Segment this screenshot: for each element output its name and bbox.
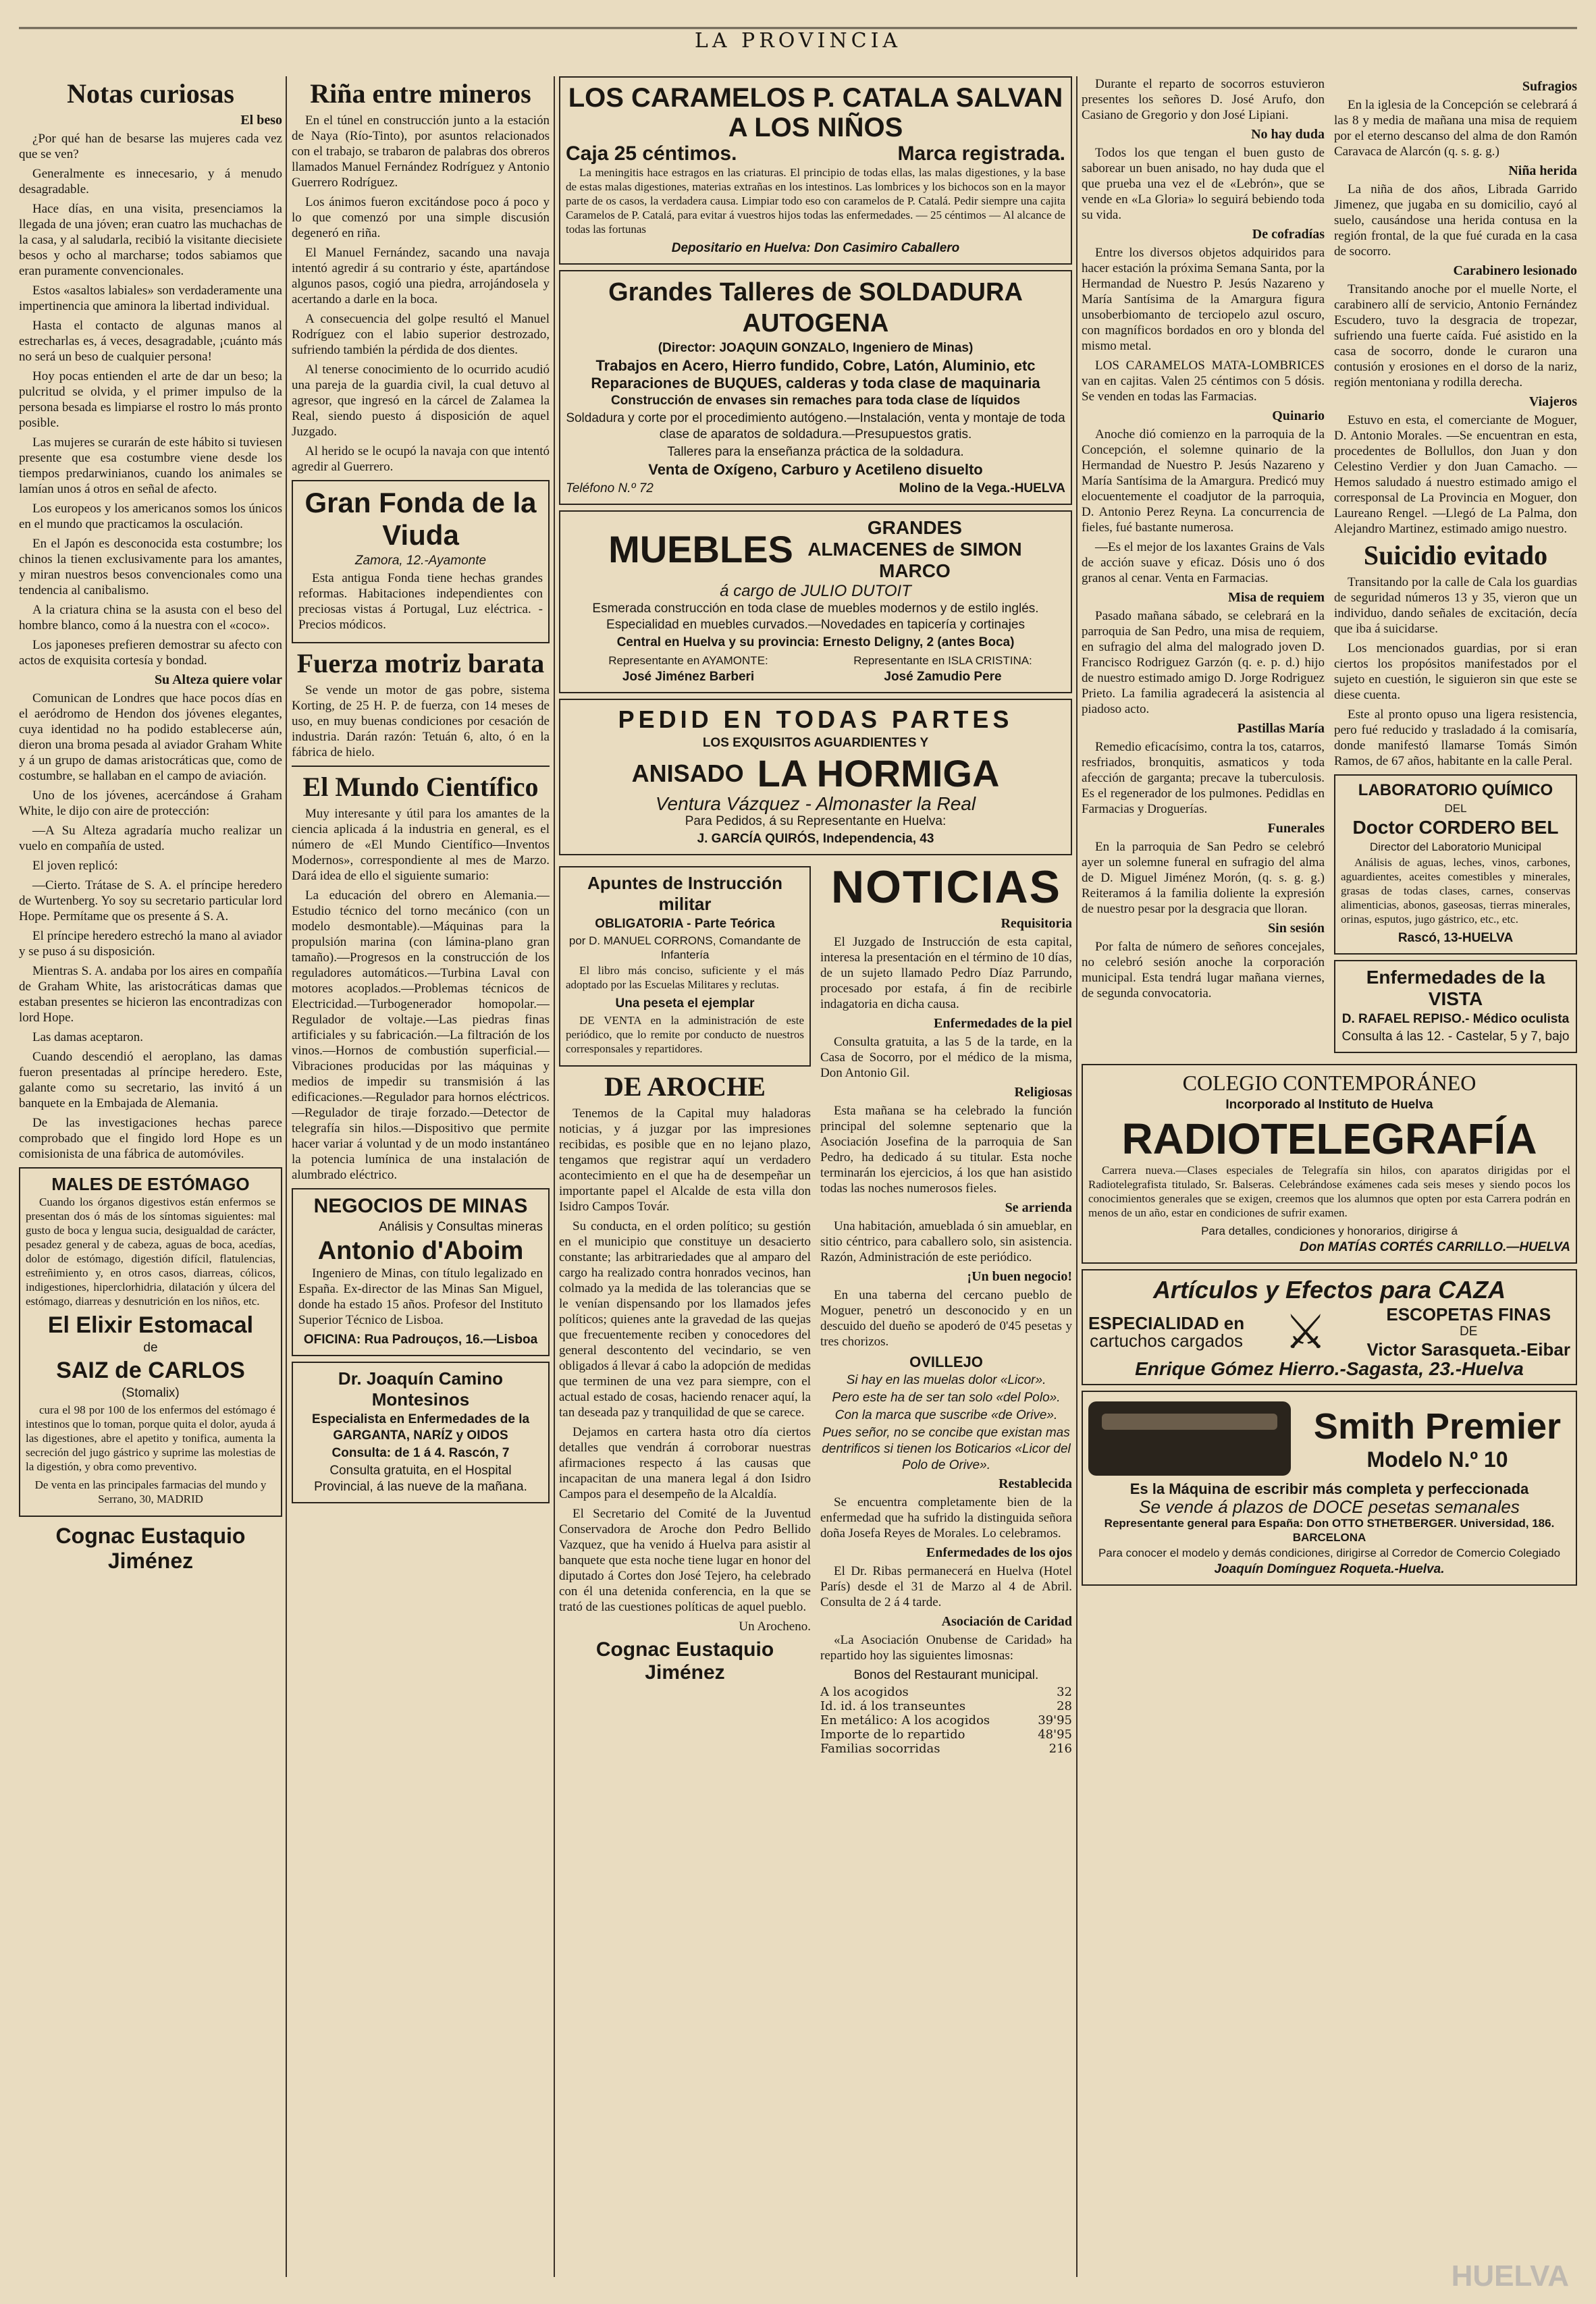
news-text: Pasado mañana sábado, se celebrará en la parroquia de San Pedro, una misa de requiem, en sufragio del alma del malogrado joven D. Francisco Rodriguez Garzón (q. e. p. d.) hijo de nuestro estimado amigo D. Jorge Rodriguez Prieto. La familia agradecerá la asistencia al piadoso acto. — [1082, 609, 1325, 716]
ad-text: Cuando los órganos digestivos están enfermos se presentan dos ó más de los síntomas siguientes: mal gusto de boca y lengua sucia, desigualdad de carácter, pesadez general y de cabeza, aguas de boca, acedías, dolor de estómago, digestión difícil, flatulencias, estreñimiento y, en otros casos, diarreas, cólicos, indigestiones, hiperclorhidria, dilatación y úlcera del estómago, diarreas y desnutrición en los niños, etc. — [26, 1196, 275, 1308]
paragraph: Comunican de Londres que hace pocos días en el aeródromo de Hendon dos jóvenes elegantes, cuya identidad no ha podido establecerse aún, dieron una broma pesada al aviador Graham White y á un grupo de damas aristocráticas que, como de costumbre, se hallaban en el campo de aviación. — [19, 691, 282, 783]
bono-value: 32 — [1057, 1685, 1072, 1699]
ad-text: Para conocer el modelo y demás condiciones, dirigirse al Corredor de Comercio Colegiado — [1098, 1547, 1561, 1559]
paragraph: Uno de los jóvenes, acercándose á Graham White, le dijo con aire de protección: — [19, 788, 282, 818]
ad-title: Antonio d'Aboim — [317, 1237, 524, 1265]
ad-title: Apuntes de Instrucción militar — [587, 873, 782, 914]
column-rule — [286, 76, 287, 2277]
ad-text: Se vende á plazos de DOCE pesetas semanales — [1139, 1497, 1520, 1517]
column-rule — [1076, 76, 1078, 2277]
ad-text: Director del Laboratorio Municipal — [1369, 840, 1542, 853]
ad-text: Análisis y Consultas mineras — [379, 1220, 543, 1234]
ad-negocios-minas — [292, 1188, 550, 1356]
ad-text: Consulta á las 12. - Castelar, 5 y 7, bajo — [1341, 1029, 1570, 1044]
ad-text: ESPECIALIDAD en — [1088, 1313, 1245, 1333]
poem-line: Si hay en las muelas dolor «Licor». — [846, 1373, 1046, 1387]
ad-text: Análisis de aguas, leches, vinos, carbones, aguardientes, aceites comestibles y minerales, grasas de todas clases, carnes, conservas alimenticias, abonos, gaseosas, tierras minerales, orinas, esputos, jugo gástrico, etc., etc. — [1341, 856, 1570, 926]
ad-text: De venta en las principales farmacias del mundo y Serrano, 30, MADRID — [34, 1478, 267, 1505]
article-body-rina — [292, 113, 550, 475]
paragraph: La educación del obrero en Alemania.—Estudio técnico del torno mecánico (con un modelo desmontable).—Máquinas para la propulsión marina (con lámina-plano gran tamaño).—Progresos en la construcción de los reguladores automáticos.—Turbina Laval con motores acoplados.—Problemas técnicos de Electricidad.—Turbogenerador homopolar.—Regulador de voltaje.—Las piedras finas artificiales y su fabricación.—La filtración de los vinos.—Hornos de combustión superficial.—Vibraciones producidas por las máquinas y medios de impedir su transmisión á las edificaciones.—Regulador para hornos eléctricos.—Regulador de tiraje forzado.—Detector de telegrafía sin hilos.—Dispositivo que permite hacer variar á voluntad y de un modo instantáneo la potencia lumínica de una instalación de alumbrado eléctrico. — [292, 888, 550, 1182]
news-head: De cofradías — [1252, 227, 1325, 242]
ad-text: Para Pedidos, á su Representante en Huelva: — [685, 814, 947, 828]
bono-label: A los acogidos — [820, 1685, 909, 1699]
news-head: No hay duda — [1251, 127, 1325, 142]
ad-talleres — [559, 270, 1072, 505]
news-head: Sin sesión — [1268, 921, 1325, 936]
news-head: Pastillas María — [1237, 721, 1325, 736]
news-text: Transitando anoche por el muelle Norte, el carabinero allí de servicio, Antonio Fernández Escudero, tuvo la desgracia de tropezar, sufriendo una fuerte caída. Fué asistido en la casa de socorro, donde le curaron una contusión y erosiones en el dorso de la nariz, región mentoniana y rodilla derecha. — [1334, 282, 1577, 390]
article-body-suicidio — [1334, 574, 1577, 769]
news-list — [1082, 76, 1325, 1059]
paragraph: ¿Por qué han de besarse las mujeres cada vez que se ven? — [19, 132, 282, 161]
paragraph: Generalmente es innecesario, y á menudo desagradable. — [19, 167, 282, 196]
ad-text: Representante en ISLA CRISTINA: — [853, 654, 1032, 667]
ad-text: Venta de Oxígeno, Carburo y Acetileno disuelto — [648, 461, 983, 478]
masthead — [19, 29, 1577, 63]
news-text: —Es el mejor de los laxantes Grains de Vals de acción suave y eficaz. Dósis uno ó dos granos al cenar. Venta en Farmacias. — [1082, 540, 1325, 585]
ad-fonda — [292, 480, 550, 643]
article-title-notas: Notas curiosas — [67, 78, 234, 109]
paragraph: Hasta el contacto de algunas manos al estrecharlas es, á veces, desagradable, ¡cuánto más no será un beso de cualquier persona! — [19, 319, 282, 364]
news-head: Asociación de Caridad — [941, 1614, 1072, 1629]
paragraph: Estos «asaltos labiales» son verdaderamente una impertinencia que aminora la libertad individual. — [19, 284, 282, 313]
news-head: Sufragios — [1522, 79, 1577, 94]
ad-text: Ventura Vázquez - Almonaster la Real — [655, 793, 976, 814]
news-head: Viajeros — [1528, 394, 1577, 409]
news-head: Requisitoria — [1001, 916, 1072, 931]
news-head: Niña herida — [1508, 163, 1577, 178]
paragraph: Muy interesante y útil para los amantes de la ciencia aplicada á la industria en general, es el número de «El Mundo Científico—Inventos Modernos», correspondiente al mes de Marzo. Dará idea de ello el siguiente sumario: — [292, 807, 550, 883]
article-body-beso — [19, 131, 282, 668]
typewriter-icon — [1088, 1401, 1291, 1476]
ad-text: Reparaciones de BUQUES, calderas y toda clase de maquinaria — [591, 375, 1040, 392]
ad-title: Dr. Joaquín Camino Montesinos — [338, 1368, 504, 1410]
news-text: En la iglesia de la Concepción se celebrará á las 8 y media de mañana una misa de requiem por el eterno descanso del alma de don Ramón Caravaca de Alarcón (q. s. g. g.) — [1334, 98, 1577, 159]
crossed-rifles-icon: ⚔ — [1284, 1304, 1327, 1360]
news-text: El Dr. Ribas permanecerá en Huelva (Hotel París) desde el 31 de Marzo al 4 de Abril. Consulta de 2 á 4 tarde. — [820, 1564, 1072, 1609]
news-list — [820, 1476, 1072, 1663]
ad-text: Central en Huelva y su provincia: Ernesto Deligny, 2 (antes Boca) — [616, 635, 1015, 649]
ad-text: cartuchos cargados — [1090, 1331, 1244, 1351]
paragraph: Hace días, en una visita, presenciamos la llegada de una jóven; eran cuatro las muchachas de la casa, y al saludarla, recibió la visitante diecisiete besos y ocho al marcharse; todos sabiamos que eran puramente convencionales. — [19, 202, 282, 278]
ad-text: (Stomalix) — [122, 1386, 180, 1400]
ad-text: Esmerada construcción en toda clase de muebles modernos y de estilo inglés. Especialidad en muebles curvados.—Novedades en tapicería y cortinajes — [592, 601, 1039, 632]
article-title-aroche: DE AROCHE — [604, 1071, 766, 1102]
ad-muebles — [559, 510, 1072, 693]
ad-text: Representante general para España: Don OTTO STHETBERGER. Universidad, 186. BARCELONA — [1104, 1517, 1555, 1544]
article-body-aroche — [559, 1106, 811, 1615]
news-text: «La Asociación Onubense de Caridad» ha repartido hoy las siguientes limosnas: — [820, 1633, 1072, 1663]
news-text: El Juzgado de Instrucción de esta capital, interesa la presentación en el término de 10 días, de un sujeto llamado Pedro Díaz Parrundo, procesado por estafa, á fin de recibirle indagatoria en dicha causa. — [820, 935, 1072, 1011]
column-rule — [554, 76, 555, 2277]
paragraph: El Manuel Fernández, sacando una navaja intentó agredir á su contrario y éste, apartándose algunos pasos, cogió una piedra, arrojándosela y acertando a darle en la boca. — [292, 246, 550, 306]
ad-text: DE — [1460, 1324, 1478, 1339]
ad-text: Marca registrada. — [897, 142, 1065, 165]
ad-title: LABORATORIO QUÍMICO — [1358, 781, 1553, 799]
ad-title: ANISADO — [631, 759, 744, 787]
ad-text: Talleres para la enseñanza práctica de la soldadura. — [667, 445, 964, 459]
column-2 — [292, 76, 550, 2277]
article-signature: Un Arocheno. — [739, 1619, 811, 1634]
ad-title: RADIOTELEGRAFÍA — [1121, 1115, 1537, 1163]
paragraph: Mientras S. A. andaba por los aires en compañía de Graham White, las aristocráticas damas que estaban presentes se hicieron las encontradizas con lord Hope. — [19, 964, 282, 1025]
ad-text: por D. MANUEL CORRONS, Comandante de Infantería — [568, 934, 801, 961]
paragraph: Tenemos de la Capital muy haladoras noticias, y á juzgar por las impresiones recibidas, es posible que en no lejano plazo, tengamos que registrar aquí un verdadero acontecimiento en el que ha de desempeñar un importante papel el Alcalde de esta villa don Isidro Campos Továr. — [559, 1106, 811, 1214]
table-row — [820, 1713, 1072, 1727]
news-text: LOS CARAMELOS MATA-LOMBRICES van en cajitas. Valen 25 céntimos con 5 dósis. Se venden en todas las Farmacias. — [1082, 358, 1325, 404]
paragraph: Transitando por la calle de Cala los guardias de seguridad números 13 y 35, vieron que un individuo, dando señales de excitación, decía que iba á suicidarse. — [1334, 575, 1577, 636]
ad-caramelos — [559, 76, 1072, 265]
archive-watermark: HUELVA — [1451, 2259, 1569, 2293]
ad-text: Una peseta el ejemplar — [615, 996, 755, 1011]
news-text: En una taberna del cercano pueblo de Moguer, penetró un desconocido y en un descuido del dueño se apoderó de 0'45 pesetas y tres chorizos. — [820, 1288, 1072, 1349]
section-title-noticias: NOTICIAS — [831, 861, 1061, 913]
ad-text: Depositario en Huelva: Don Casimiro Caballero — [671, 241, 960, 255]
paragraph: A la criatura china se la asusta con el beso del hombre blanco, como á la nuestra con el «coco». — [19, 603, 282, 633]
paragraph: El Secretario del Comité de la Juventud Conservadora de Aroche don Pedro Bellido Vazquez, que ha venido á Huelva para asistir al banquete que esta noche tiene lugar en honor del diputado á Cortes don José Tejero, ha celebrado con él una detenida conferencia, en la que se trató de las cuestiones políticas de aquel pueblo. — [559, 1507, 811, 1614]
ad-text: ESCOPETAS FINAS — [1386, 1304, 1551, 1324]
ad-text: Rascó, 13-HUELVA — [1398, 931, 1514, 945]
ad-text: J. GARCÍA QUIRÓS, Independencia, 43 — [697, 832, 934, 846]
bono-label: En metálico: A los acogidos — [820, 1713, 990, 1727]
ad-text: José Zamudio Pere — [884, 670, 1002, 684]
ad-text: Consulta gratuita, en el Hospital Provincial, á las nueve de la mañana. — [314, 1464, 527, 1494]
ad-text: Consulta: de 1 á 4. Rascón, 7 — [331, 1446, 510, 1460]
paragraph: Las mujeres se curarán de este hábito si tuviesen presente que esa costumbre viene desde los tiempos predarwinianos, cuando los animales se lamían unos á otros en señal de afecto. — [19, 435, 282, 496]
column-4 — [1082, 76, 1577, 2277]
paragraph: Al herido se le ocupó la navaja con que intentó agredir al Guerrero. — [292, 444, 550, 474]
news-head: Funerales — [1267, 821, 1325, 836]
column-1 — [19, 76, 282, 2277]
article-body-mundo — [292, 806, 550, 1183]
poem-line: Pero este ha de ser tan solo «del Polo». — [832, 1391, 1061, 1405]
ad-text: La meningitis hace estragos en las criaturas. El principio de todas ellas, las malas digestiones, y la base de estas malas digestiones, materias extrañas en los intestinos. Las lombrices y los bichocos son en la mayor parte de os casos, la verdadera causa. Limpiar todo eso con caramelos de P. Catalá. Pedir siempre una cajita Caramelos de P. Catalá, para evitar á vuestros hijos todas las enfermedades. — 25 céntimos — Al alcance de todas las fortunas — [566, 166, 1065, 236]
news-text: En la parroquia de San Pedro se celebró ayer un solemne funeral en sufragio del alma de D. Miguel Jiménez Morón, (q. s. g. g.) Reiteramos á la familia doliente la expresión de nuestro pesar por la desgracia que lloran. — [1082, 840, 1325, 916]
ad-text: Construcción de envases sin remaches para toda clase de líquidos — [610, 394, 1021, 408]
bonos-title: Bonos del Restaurant municipal. — [853, 1668, 1039, 1682]
newspaper-page — [19, 27, 1577, 2290]
ad-text: Caja 25 céntimos. — [566, 142, 737, 165]
news-head: Restablecida — [999, 1476, 1072, 1491]
table-row — [820, 1685, 1072, 1699]
poem-body — [820, 1372, 1072, 1474]
ad-text: Soldadura y corte por el procedimiento autógeno.—Instalación, venta y montaje de toda clase de aparatos de soldadura.—Presupuestos gratis. — [566, 411, 1065, 441]
poem-line: Con la marca que suscribe «de Orive». — [834, 1408, 1058, 1422]
ad-smith-premier — [1082, 1391, 1577, 1586]
poem-title: OVILLEJO — [909, 1354, 983, 1370]
paragraph: Los ánimos fueron excitándose poco á poco y lo que comenzó por una simple discusión degeneró en riña. — [292, 195, 550, 240]
news-text: Todos los que tengan el buen gusto de saborear un buen anisado, no hay duda que el que prueba una vez el de «Lebrón», que se vende en «La Gloria» lo seguirá bebiendo toda su vida. — [1082, 146, 1325, 222]
ad-laboratorio — [1334, 774, 1577, 955]
ad-text: de — [143, 1341, 158, 1355]
ad-text: á cargo de JULIO DUTOIT — [720, 582, 911, 600]
news-list — [1334, 79, 1577, 537]
news-text: Entre los diversos objetos adquiridos para hacer estación la próxima Semana Santa, por la Hermandad de Nuestro P. Jesús Nazareno y María Santísima de la Amargura figura unsoberbiomanto de terciopelo azul oscuro, con magníficos bordados en oro y blonda del mismo metal. — [1082, 246, 1325, 353]
ad-title: LOS CARAMELOS P. CATALA SALVAN A LOS NIÑOS — [568, 83, 1063, 142]
news-text: Durante el reparto de socorros estuvieron presentes los señores D. José Arufo, don Casiano de Gregorio y don José Lipiani. — [1082, 77, 1325, 122]
ad-hormiga — [559, 699, 1072, 855]
bono-value: 48'95 — [1038, 1727, 1072, 1742]
paragraph: Este al pronto opuso una ligera resistencia, pero fué reducido y trasladado á la comisaría, donde manifestó llamarse Tomás Simón Ramos, de 67 años, habitante en la calle Peral. — [1334, 707, 1577, 768]
ad-caza — [1082, 1269, 1577, 1385]
column-3 — [559, 76, 1072, 2277]
article-body-alteza — [19, 691, 282, 1162]
news-text: La niña de dos años, Librada Garrido Jimenez, que jugaba en su domicilio, cayó al suelo, causándose una herida contusa en la región frontal, de la que fué curada en la casa de socorro. — [1334, 182, 1577, 259]
bono-value: 28 — [1057, 1699, 1072, 1713]
ad-text: Es la Máquina de escribir más completa y perfeccionada — [1129, 1480, 1529, 1497]
ad-camino — [292, 1362, 550, 1503]
ad-text: OFICINA: Rua Padrouços, 16.—Lisboa — [303, 1333, 538, 1347]
ad-title: PEDID EN TODAS PARTES — [618, 705, 1013, 733]
poem-line: Pues señor, no se concibe que existan mas dentrificos si tienen los Boticarios «Licor del Polo de Orive». — [822, 1426, 1071, 1472]
paragraph: Al tenerse conocimiento de lo ocurrido acudió una pareja de la guardia civil, la cual detuvo al agresor, que ingresó en la cárcel de Zalamea la Real, siendo puesto á disposición de aquel Juzgado. — [292, 363, 550, 439]
ad-title: LA HORMIGA — [757, 752, 1000, 795]
news-head: Se arrienda — [1005, 1200, 1072, 1215]
news-head: Carabinero lesionado — [1453, 263, 1577, 278]
paragraph: —Cierto. Trátase de S. A. el príncipe heredero de Wurtenberg. Yo soy su secretario particular lord Hope. Permítame que os presente á S. A. — [19, 878, 282, 923]
ad-text: Carrera nueva.—Clases especiales de Telegrafía sin hilos, con aparatos dirigidas por el Radiotelegrafista titulado, Sr. Balseras. Celebrándose exámenes cada seis meses y siendo pocos los conocimientos generales que se exigen, creemos que los alumnos que opten por esta Carrera podrán en menos de un año, estar en condiciones de sufrir examen. — [1088, 1164, 1570, 1219]
news-text: Una habitación, amueblada ó sin amueblar, en sitio céntrico, para caballero solo, sin asistencia. Razón, Administración de este periódico. — [820, 1219, 1072, 1264]
section-head: El beso — [240, 113, 282, 128]
bonos-table — [820, 1685, 1072, 1756]
bono-value: 216 — [1048, 1742, 1072, 1756]
article-title-mundo: El Mundo Científico — [302, 772, 539, 802]
news-text: Estuvo en esta, el comerciante de Moguer, D. Antonio Morales. —Se encuentran en esta, procedentes de Bollullos, don Juan y don Celestino Verdier y don Juan Camacho. —Hemos saludado á nuestro estimado amigo el corresponsal de La Provincia en Moguer, don Laureano Rengel. —Llegó de La Palma, don Alejandro Martinez, estimado amigo nuestro. — [1334, 413, 1577, 536]
ad-title: MALES DE ESTÓMAGO — [51, 1174, 250, 1194]
news-head: Quinario — [1272, 408, 1325, 423]
news-text: Por falta de número de señores concejales, no celebró sesión anoche la corporación municipal. Esta tendrá lugar mañana viernes, de segunda convocatoria. — [1082, 940, 1325, 1000]
bono-label: Familias socorridas — [820, 1742, 940, 1756]
ad-text: Esta antigua Fonda tiene hechas grandes reformas. Habitaciones independientes con preciosas vistas á Portugal, Luz eléctrica. - Precios módicos. — [298, 571, 543, 632]
paragraph: A consecuencia del golpe resultó el Manuel Rodríguez con el labio superior destrozado, sufriendo también la pérdida de dos dientes. — [292, 312, 550, 357]
article-title-fuerza: Fuerza motriz barata — [296, 648, 545, 678]
ad-title: Modelo N.º 10 — [1366, 1447, 1508, 1472]
bono-label: Id. id. á los transeuntes — [820, 1699, 966, 1713]
divider — [292, 766, 550, 767]
paragraph: De las investigaciones hechas parece comprobado que el fingido lord Hope es un comisionista de una fábrica de automóviles. — [19, 1116, 282, 1161]
news-text: Esta mañana se ha celebrado la función principal del solemne septenario que la Asociación Josefina de la parroquia de San Pedro, ha dedicado á su titular. Esta noche terminarán los ejercicios, á los que han asistido todas las noches numerosos fieles. — [820, 1104, 1072, 1196]
news-text: Consulta gratuita, a las 5 de la tarde, en la Casa de Socorro, por el médico de la misma, Don Antonio Gil. — [820, 1035, 1072, 1080]
article-title-rina: Riña entre mineros — [310, 78, 531, 109]
ad-text: cura el 98 por 100 de los enfermos del estómago é intestinos que lo toman, porque quita el dolor, ayuda á las digestiones, abre el apetito y tonifica, aumenta la secreción del jugo gástrico y suprime las molestias de la digestión, y obra como preventivo. — [26, 1403, 275, 1473]
ad-title: Doctor CORDERO BEL — [1352, 817, 1559, 838]
ad-title: COLEGIO CONTEMPORÁNEO — [1182, 1071, 1477, 1095]
paragraph: Los europeos y los americanos somos los únicos en el mundo que practicamos la osculación. — [19, 502, 282, 531]
news-head: Misa de requiem — [1228, 590, 1325, 605]
news-text: Anoche dió comienzo en la parroquia de la Concepción, el solemne quinario de la Hermandad de Nuestro P. Jesús Nazareno y María Santísima de la Amargura. Predicó muy elocuentemente el coadjutor de la parroquia, D. Antonio Perez Reyna. La concurrencia de fieles, fué bastante numerosa. — [1082, 427, 1325, 535]
paragraph: Dejamos en cartera hasta otro día ciertos detalles que vendrán á corroborar nuestras afirmaciones respecto á las causas que incapacitan de una manera legal á don Isidro Campos para el desempeño de la Alcaldía. — [559, 1425, 811, 1501]
ad-text: LOS EXQUISITOS AGUARDIENTES Y — [702, 736, 929, 750]
ad-cognac: Cognac Eustaquio Jiménez — [55, 1524, 246, 1573]
news-head: ¡Un buen negocio! — [967, 1269, 1072, 1284]
ad-text: Para detalles, condiciones y honorarios, dirigirse á — [1201, 1225, 1458, 1237]
paragraph: El joven replicó: — [32, 859, 118, 873]
paragraph: Los japoneses prefieren demostrar su afecto con actos de exquisita cortesía y bondad. — [19, 638, 282, 668]
news-text: Se encuentra completamente bien de la enfermedad que ha sufrido la distinguida señora doña Josefa Reyes de Morales. Lo celebramos. — [820, 1495, 1072, 1541]
ad-title: Smith Premier — [1313, 1405, 1562, 1447]
ad-title: GRANDES ALMACENES de SIMON MARCO — [807, 517, 1022, 581]
table-row — [820, 1742, 1072, 1756]
paragraph: El príncipe heredero estrechó la mano al aviador y se puso á su disposición. — [19, 929, 282, 959]
ad-text: Joaquín Domínguez Roqueta.-Huelva. — [1214, 1562, 1445, 1576]
paragraph: Las damas aceptaron. — [32, 1030, 144, 1044]
ad-text: Don MATÍAS CORTÉS CARRILLO.—HUELVA — [1299, 1240, 1570, 1254]
ad-title: MUEBLES — [608, 528, 793, 570]
news-head: Enfermedades de los ojos — [926, 1545, 1072, 1560]
ad-text: (Director: JOAQUIN GONZALO, Ingeniero de Minas) — [658, 341, 974, 355]
ad-title: NEGOCIOS DE MINAS — [313, 1195, 528, 1217]
table-row — [820, 1727, 1072, 1742]
ad-title: Grandes Talleres de SOLDADURA AUTOGENA — [608, 278, 1023, 338]
ad-text: El libro más conciso, suficiente y el más adoptado por las Escuelas Militares y reclutas. — [566, 964, 804, 991]
ad-text: Zamora, 12.-Ayamonte — [354, 554, 487, 568]
bono-value: 39'95 — [1038, 1713, 1072, 1727]
table-row — [820, 1699, 1072, 1713]
paragraph: Los mencionados guardias, por si eran ciertos los propósitos manifestados por el sujeto en cuestión, le siguieron sin que este se diese cuenta. — [1334, 641, 1577, 702]
ad-text: Trabajos en Acero, Hierro fundido, Cobre, Latón, Aluminio, etc — [595, 357, 1036, 374]
ad-title: Artículos y Efectos para CAZA — [1152, 1276, 1506, 1304]
ad-cognac: Cognac Eustaquio Jiménez — [595, 1638, 774, 1684]
ad-text: Ingeniero de Minas, con título legalizado en España. Ex-director de las Minas San Miguel, donde ha estado 15 años. Profesor del Instituto Superior Técnico de Lisboa. — [298, 1266, 543, 1327]
ad-text: D. RAFAEL REPISO.- Médico oculista — [1341, 1012, 1570, 1026]
paragraph: Su conducta, en el orden político; su gestión en el municipio que constituye un desacierto constante; las arbitrariedades que al amparo del cargo ha realizado contra honrados vecinos, han colmado ya la medida de las tolerancias que se le venían dispensando por los llamados jefes políticos; quienes ante la gravedad de las quejas que frecuentemente reciben y conocedores del general descontento del vecindario, se ven obligados á llevar á cabo la adopción de medidas que terminen de una vez para siempre, con el actual estado de cosas, haciendo renacer aquí, la tan deseada paz y tranquilidad de que se carece. — [559, 1219, 811, 1420]
news-head: Religiosas — [1014, 1085, 1072, 1100]
ad-text: DEL — [1444, 802, 1467, 815]
ad-text: DE VENTA en la administración de este periódico, que lo remite por conducto de nuestros corresponsales y repartidores. — [566, 1014, 804, 1055]
bono-label: Importe de lo repartido — [820, 1727, 965, 1742]
paragraph: En el túnel en construcción junto a la estación de Naya (Río-Tinto), por asuntos relacionados con el trabajo, se trabaron de palabras dos obreros llamados Manuel Fernández Rodríguez y Antonio Guerrero Rodríguez. — [292, 113, 550, 190]
ad-text: José Jiménez Barberi — [622, 670, 755, 684]
ad-text: Incorporado al Instituto de Huelva — [1225, 1098, 1433, 1112]
ad-title: SAIZ de CARLOS — [56, 1358, 245, 1383]
ad-text: Teléfono N.º 72 — [566, 481, 654, 495]
ad-apuntes — [559, 866, 811, 1067]
ad-text: Especialista en Enfermedades de la GARGANTA, NARÍZ y OIDOS — [311, 1412, 530, 1443]
ad-title: El Elixir Estomacal — [47, 1312, 254, 1338]
ad-vista — [1334, 960, 1577, 1053]
ad-title: Gran Fonda de la Viuda — [304, 487, 537, 551]
paragraph: —A Su Alteza agradaría mucho realizar un vuelo en compañía de usted. — [19, 824, 282, 853]
ad-males-estomago — [19, 1167, 282, 1517]
masthead-title: LA PROVINCIA — [694, 29, 902, 53]
ad-text: Victor Sarasqueta.-Eibar — [1366, 1339, 1570, 1360]
ad-text: Enrique Gómez Hierro.-Sagasta, 23.-Huelva — [1135, 1358, 1524, 1379]
news-text: Remedio eficacísimo, contra la tos, catarros, resfriados, bronquitis, asmaticos y toda afección de garganta; precave la tuberculosis. Es el regenerador de los pulmones. Pedidlas en Farmacias y Droguerías. — [1082, 740, 1325, 816]
news-list — [820, 916, 1072, 1349]
article-body-fuerza: Se vende un motor de gas pobre, sistema Korting, de 25 H. P. de fuerza, con 14 meses de uso, en muy buenas condiciones por cesación de industria. Darán razón: Tetuán 6, alto, ó en la fábrica de hielo. — [292, 683, 550, 759]
paragraph: En el Japón es desconocida esta costumbre; los chinos la tienen exclusivamente para los amantes, y miran nuestros besos convencionales como una tendencia al canibalismo. — [19, 537, 282, 597]
ad-text: Molino de la Vega.-HUELVA — [899, 481, 1065, 495]
ad-title: Enfermedades de la VISTA — [1366, 967, 1545, 1009]
ad-text: OBLIGATORIA - Parte Teórica — [595, 917, 775, 931]
paragraph: Cuando descendió el aeroplano, las damas fueron presentadas al príncipe heredero. Este, galante como su secretario, las invitó á un banquete en la Embajada de Alemania. — [19, 1050, 282, 1110]
news-head: Enfermedades de la piel — [934, 1016, 1072, 1031]
section-head: Su Alteza quiere volar — [154, 672, 282, 687]
article-title-suicidio: Suicidio evitado — [1363, 540, 1548, 570]
ad-radiotelegrafia — [1082, 1064, 1577, 1264]
paragraph: Hoy pocas entienden el arte de dar un beso; la pulcritud se olvida, y el primer impulso de la persona besada es limpiarse el rostro lo más pronto posible. — [19, 369, 282, 430]
ad-text: Representante en AYAMONTE: — [608, 654, 768, 667]
